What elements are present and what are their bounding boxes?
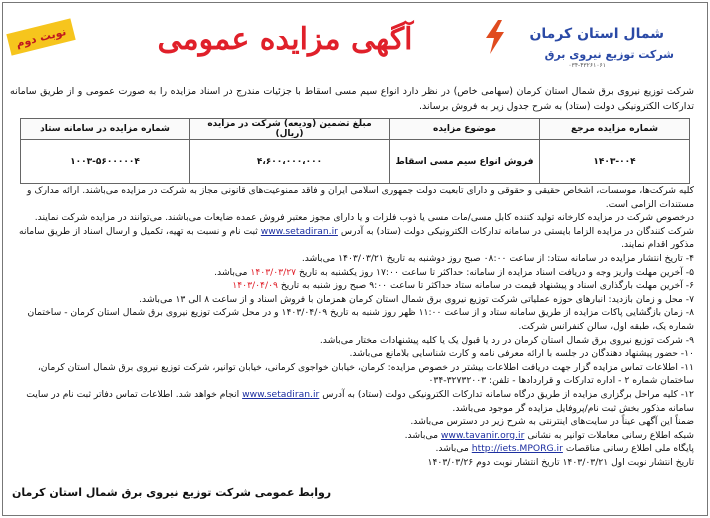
intro-paragraph: شرکت توزیع نیروی برق شمال استان کرمان (سهامی خاص) در نظر دارد انواع سیم مسی اسقاط با جزئیات مندرج در اسناد مزایده را به صورت عمومی و از طریق سامانه تدارکات الکترونیکی دولت (ستاد) به شرح جدول زیر به فروش برساند. xyxy=(10,86,694,112)
iets-note: پایگاه ملی اطلاع رسانی مناقصات http://iets.MPORG.ir می‌باشد. xyxy=(435,443,694,455)
deadline-date-2: ۱۴۰۳/۰۴/۰۹ xyxy=(232,280,278,292)
cell-deposit: ۴،۶۰۰،۰۰۰،۰۰۰ xyxy=(190,140,390,184)
item-10: ۱۰- حضور پیشنهاد دهندگان در جلسه با ارائه معرفی نامه و کارت شناسایی بلامانع می‌باشد. xyxy=(349,348,694,360)
iets-link[interactable]: http://iets.MPORG.ir xyxy=(471,443,563,455)
item-9: ۹- شرکت توزیع نیروی برق شمال استان کرمان در رد یا قبول یک یا کلیه پیشنهادات مختار می‌باشد. xyxy=(319,334,694,346)
table-header-row xyxy=(21,119,690,140)
col-deposit: مبلغ تضمین (ودیعه) شرکت در مزایده (ریال) xyxy=(190,119,390,140)
round-badge: نوبت دوم xyxy=(6,18,75,55)
logo-company-line2: شرکت توزیع نیروی برق xyxy=(544,48,674,61)
table-row xyxy=(21,140,690,184)
tavanir-link[interactable]: www.tavanir.org.ir xyxy=(440,429,525,441)
publication-dates: تاریخ انتشار نوبت اول ۱۴۰۳/۰۳/۲۱ تاریخ انتشار نوبت دوم ۱۴۰۳/۰۳/۲۶ xyxy=(427,456,694,468)
col-setad-number: شماره مزایده در سامانه ستاد xyxy=(21,119,190,140)
auction-table xyxy=(20,118,690,184)
notice-header xyxy=(0,0,710,78)
item-6: ۶- آخرین مهلت بارگذاری اسناد و پیشنهاد قیمت در سامانه ستاد حداکثر تا ساعت ۹:۰۰ صبح روز شنبه به تاریخ ۱۴۰۳/۰۴/۰۹ xyxy=(232,280,694,292)
logo-company-line1: شمال استان کرمان xyxy=(529,26,664,42)
setad-link[interactable]: www.setadiran.ir xyxy=(260,225,338,237)
item-4: ۴- تاریخ انتشار مزایده در سامانه ستاد: از ساعت ۰۸:۰۰ صبح روز دوشنبه به تاریخ ۱۴۰۳/۰۳/۲۱ می‌باشد. xyxy=(301,252,694,264)
lightning-icon xyxy=(482,20,508,54)
participation-paragraph: درخصوص شرکت در مزایده کارخانه تولید کننده کابل مسی/مات مسی یا ذوب فلزات و یا دارای مجوز معتبر فروش عمده ضایعات می‌باشند. می‌توانند در مزایده شرکت نمایند. xyxy=(34,212,694,224)
company-logo xyxy=(484,10,694,69)
col-subject: موضوع مزایده xyxy=(390,119,540,140)
deadline-date-1: ۱۴۰۳/۰۳/۲۷ xyxy=(250,266,297,278)
item-7: ۷- محل و زمان بازدید: انبارهای حوزه عملیاتی شرکت توزیع نیروی برق شمال استان کرمان همزمان با فروش اسناد و از ساعت ۸ الی ۱۳ می‌باشد. xyxy=(139,293,694,305)
tavanir-note: شبکه اطلاع رسانی معاملات توانیر به نشانی www.tavanir.org.ir می‌باشد. xyxy=(404,429,694,441)
public-relations-signature: روابط عمومی شرکت توزیع نیروی برق شمال استان کرمان xyxy=(12,486,332,499)
col-ref-number: شماره مزایده مرجع xyxy=(540,119,690,140)
cell-subject: فروش انواع سیم مسی اسقاط xyxy=(390,140,540,184)
item-11: ۱۱- اطلاعات تماس مزایده گزار جهت دریافت اطلاعات بیشتر در خصوص مزایده: کرمان، خیابان خواجوی کرمانی، خیابان توانیر، شرکت توزیع نیروی برق شمال استان کرمان، ساختمان شماره ۲ - اداره تدارکات و قراردادها - تلفن: ۳۲۷۳۲۰۰۳-۰۳۴ xyxy=(37,361,694,387)
notice-body xyxy=(8,184,694,469)
item-8: ۸- زمان بازگشایی پاکات مزایده از طریق سامانه ستاد و از ساعت ۱۱:۰۰ ظهر روز شنبه به تاریخ ۱۴۰۳/۰۴/۰۹ و در محل شرکت توزیع نیروی برق شمال استان کرمان - ساختمان شماره یک، طبقه اول، سالن کنفرانس شرکت. xyxy=(27,307,694,332)
cell-setad-number: ۱۰۰۳-۵۶۰۰۰۰۰۴ xyxy=(21,140,190,184)
item-5: ۵- آخرین مهلت واریز وجه و دریافت اسناد مزایده از سامانه: حداکثر تا ساعت ۱۷:۰۰ روز یکشنبه به تاریخ ۱۴۰۳/۰۳/۲۷ می‌باشد. xyxy=(214,266,694,278)
availability-note: ضمناً این آگهی عیناً در سایت‌های اینترنتی به شرح زیر در دسترس می‌باشد. xyxy=(410,416,694,428)
item-12: ۱۲- کلیه مراحل برگزاری مزایده از طریق درگاه سامانه تدارکات الکترونیکی دولت (ستاد) به آدرس www.setadiran.ir انجام خواهد شد. اطلاعات تماس دفاتر ثبت نام در سایت سامانه مذکور بخش ثبت نام/پروفایل مزایده گر موجود می‌باشد. xyxy=(26,388,694,414)
cell-ref-number: ۱۴۰۳-۰۰۴ xyxy=(540,140,690,184)
setad-link-2[interactable]: www.setadiran.ir xyxy=(242,388,320,400)
logo-phone: ۰۳۴-۴۳۲۶۱۰۶۱ xyxy=(568,62,606,69)
setad-paragraph: شرکت کنندگان در مزایده الزاما بایستی در سامانه تدارکات الکترونیکی دولت (ستاد) به آدرس www.setadiran.ir ثبت نام و نسبت به تهیه، تکمیل و ارسال اسناد از طریق سامانه مذکور اقدام نمایند. xyxy=(19,225,694,251)
notice-title: آگهی مزایده عمومی xyxy=(157,22,413,57)
eligibility-paragraph: کلیه شرکت‌ها، موسسات، اشخاص حقیقی و حقوقی و دارای تابعیت دولت جمهوری اسلامی ایران و فاقد ممنوعیت‌های قانونی مجاز به شرکت در مزایده می‌باشند. ارائه مدارک و مستندات الزامی است. xyxy=(27,185,694,210)
